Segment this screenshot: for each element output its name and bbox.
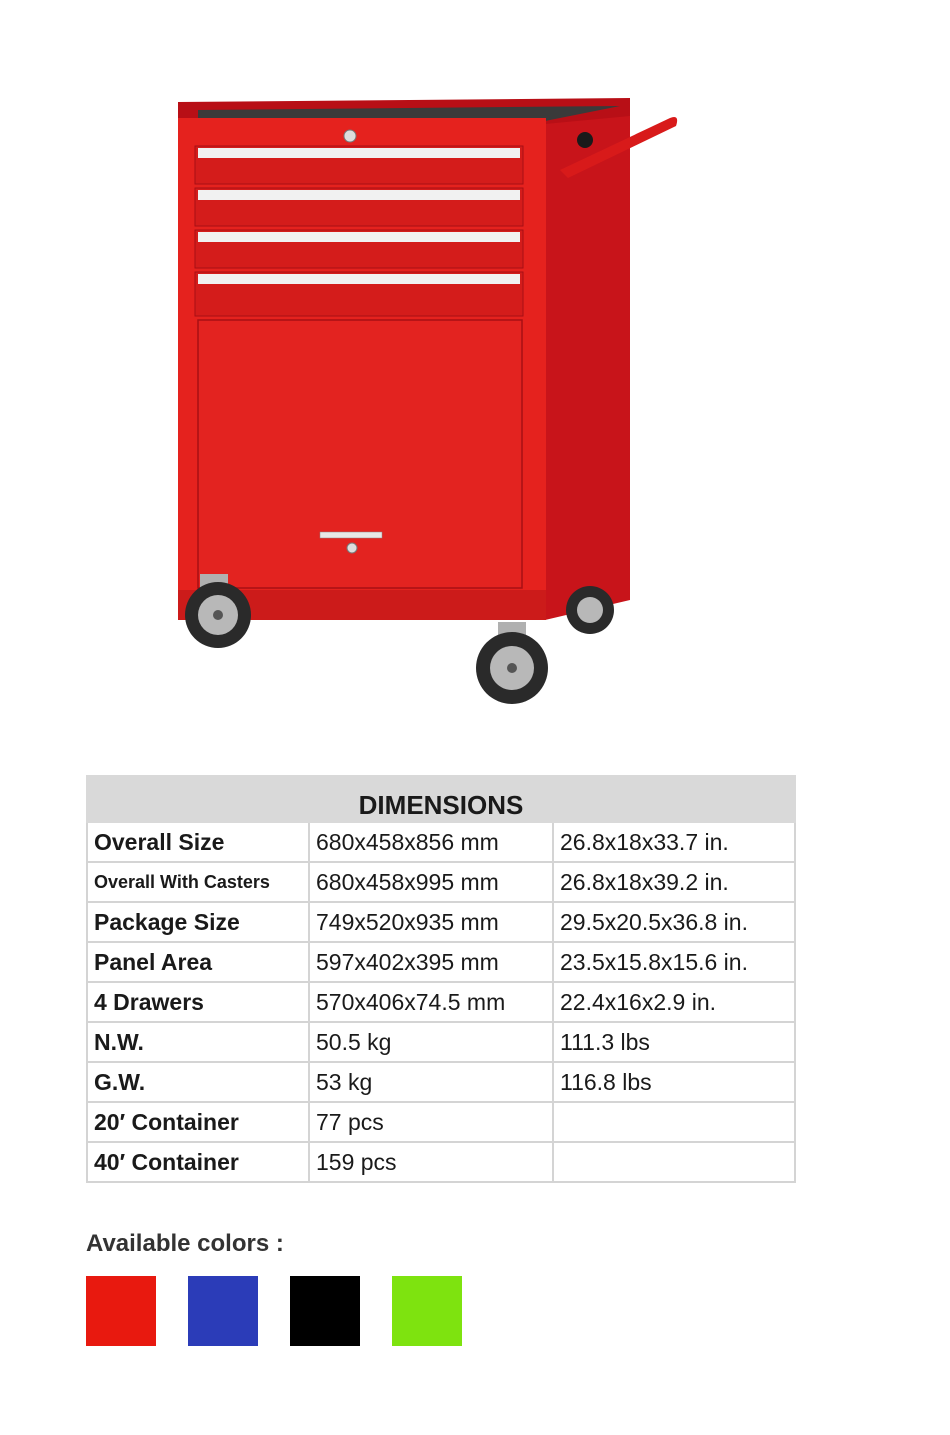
row-label: N.W. [87,1022,309,1062]
row-label: 40′ Container [87,1142,309,1182]
color-swatch-blue[interactable] [188,1276,258,1346]
table-row [87,1022,795,1062]
cabinet-door [198,320,522,588]
handle-grip [577,132,593,148]
table-row [87,862,795,902]
row-imperial: 23.5x15.8x15.6 in. [553,942,795,982]
tool-cabinet-image [20,80,720,720]
row-metric: 570x406x74.5 mm [309,982,553,1022]
caster-rear-right [566,586,614,634]
row-imperial: 26.8x18x39.2 in. [553,862,795,902]
caster-front-right [476,622,548,704]
table-row [87,822,795,862]
row-metric: 53 kg [309,1062,553,1102]
cabinet-side-panel [545,108,630,620]
row-imperial: 111.3 lbs [553,1022,795,1062]
table-title: DIMENSIONS [87,776,795,822]
door-handle [320,532,382,538]
available-colors-title: Available colors : [86,1230,284,1257]
row-imperial [553,1142,795,1182]
row-label: Package Size [87,902,309,942]
drawers [195,146,523,316]
table-row [87,1102,795,1142]
row-imperial: 29.5x20.5x36.8 in. [553,902,795,942]
row-metric: 50.5 kg [309,1022,553,1062]
row-label: 20′ Container [87,1102,309,1142]
table-header-row [87,776,795,822]
lock-icon [344,130,356,142]
row-metric: 597x402x395 mm [309,942,553,982]
color-swatch-red[interactable] [86,1276,156,1346]
row-label: G.W. [87,1062,309,1102]
row-label: Overall With Casters [87,862,309,902]
color-swatches [86,1276,462,1346]
table-row [87,902,795,942]
row-metric: 77 pcs [309,1102,553,1142]
row-metric: 159 pcs [309,1142,553,1182]
table-row [87,1062,795,1102]
table-row [87,942,795,982]
row-imperial: 22.4x16x2.9 in. [553,982,795,1022]
row-imperial [553,1102,795,1142]
row-metric: 680x458x856 mm [309,822,553,862]
row-label: Overall Size [87,822,309,862]
color-swatch-black[interactable] [290,1276,360,1346]
dimensions-table [86,775,796,1183]
table-row [87,1142,795,1182]
row-metric: 680x458x995 mm [309,862,553,902]
row-label: 4 Drawers [87,982,309,1022]
row-metric: 749x520x935 mm [309,902,553,942]
row-label: Panel Area [87,942,309,982]
color-swatch-green[interactable] [392,1276,462,1346]
row-imperial: 26.8x18x33.7 in. [553,822,795,862]
table-row [87,982,795,1022]
row-imperial: 116.8 lbs [553,1062,795,1102]
